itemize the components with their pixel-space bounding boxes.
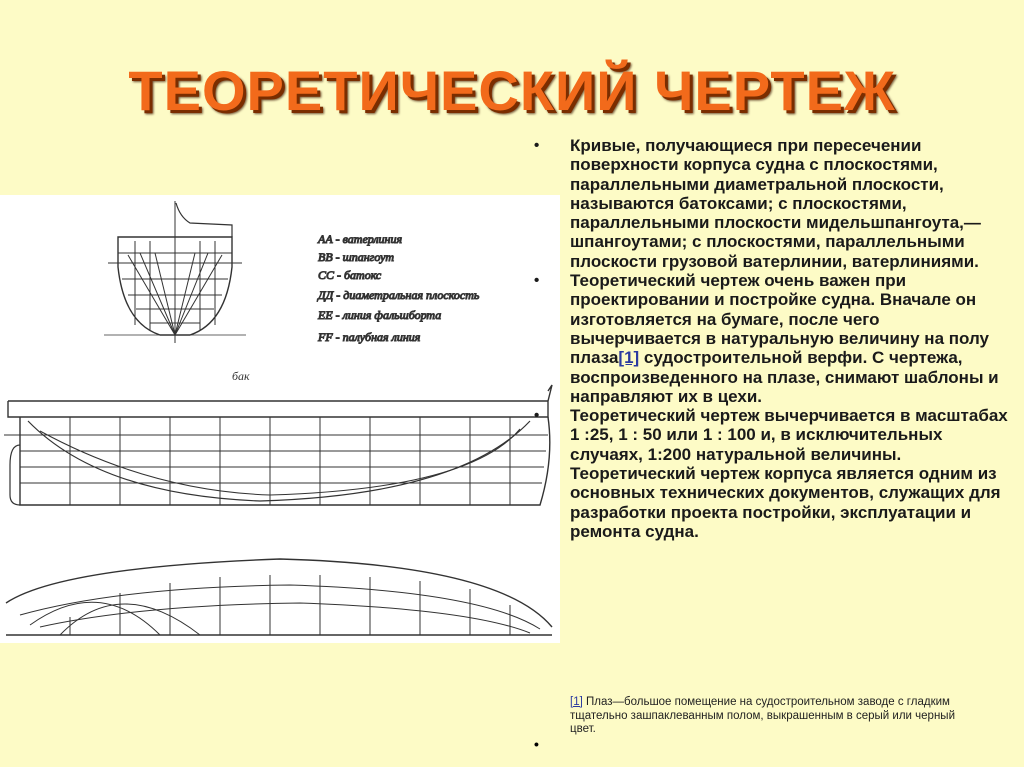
drawing-legend [317,232,480,344]
ship-lines-drawing [0,195,560,643]
bak-label: бак [232,369,250,383]
body-plan [104,201,246,343]
legend-item: ЕЕ - линия фальшборта [318,308,442,322]
profile-view [4,385,552,505]
bullet-item [530,271,1012,406]
empty-bullet-marker: • [534,736,539,752]
bullet-text: судостроительной верфи. С чертежа, воспроизведенного на плазе, снимают шаблоны и направляют их в цехи. [570,348,999,406]
legend-item: FF - палубная линия [318,330,421,344]
legend-item: СС - батокс [318,268,382,282]
slide-title: ТЕОРЕТИЧЕСКИЙ ЧЕРТЕЖ [128,59,896,122]
bullet-marker: • [534,407,540,425]
bullet-item [530,406,1012,541]
bullet-marker: • [534,137,540,154]
footnote-link[interactable]: [1] [618,348,640,368]
footnote-text: Плаз—большое помещение на судостроительном заводе с гладким тщательно зашпаклеванным полом, выкрашенным в серый или черный цвет. [570,696,955,735]
half-breadth-plan [6,559,552,635]
footnote [570,696,970,737]
bullet-list [530,136,1012,541]
legend-item: ДД - диаметральная плоскость [318,288,480,302]
bullet-text: Теоретический чертеж очень важен при проектировании и постройке судна. Вначале он изготовляется на бумаге, после чего вычерчивается в натуральную величину на полу плаза [570,271,990,368]
bullet-marker: • [534,272,540,290]
legend-item: ВВ - шпангоут [318,250,395,264]
bullet-item [530,136,1012,271]
legend-item: АА - ватерлиния [318,232,403,246]
bullet-text: Теоретический чертеж вычерчивается в масштабах 1 :25, 1 : 50 или 1 : 100 и, в исключительных случаях, 1:200 натуральной величины. Теоретический чертеж корпуса является одним из основных технических документов, служащих для разработки проекта постройки, эксплуатации и ремонта судна. [570,406,1008,541]
bullet-text: Кривые, получающиеся при пересечении поверхности корпуса судна с плоскостями, параллельными диаметральной плоскости, называются батоксами; с плоскостями, параллельными плоскости мидельшпангоута,— шпангоутами; с плоскостями, параллельными плоскости грузовой ватерлинии, ватерлиниями. [570,136,981,271]
footnote-ref-link[interactable]: [1] [570,696,583,708]
